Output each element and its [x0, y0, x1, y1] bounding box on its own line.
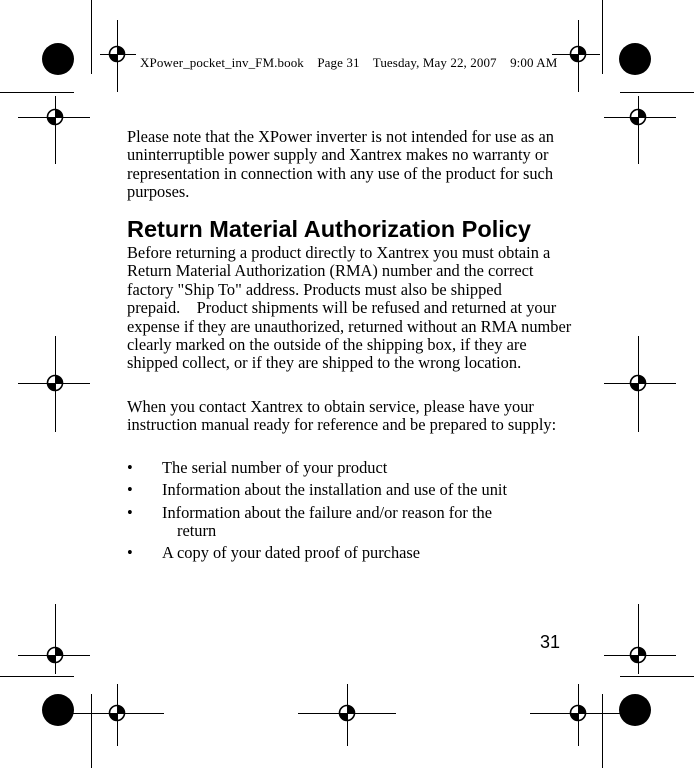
registration-target-icon: [43, 105, 67, 129]
crop-line: [91, 694, 92, 768]
list-item: Information about the failure and/or reason for the: [162, 503, 492, 522]
contact-paragraph: When you contact Xantrex to obtain service, please have your instruction manual ready for reference and be prepared to supply:: [127, 397, 557, 435]
registration-dot: [42, 694, 74, 726]
header-time: 9:00 AM: [510, 55, 558, 70]
registration-target-icon: [626, 105, 650, 129]
bullet-marker: •: [127, 458, 133, 477]
crop-line: [620, 92, 694, 93]
registration-target-icon: [105, 42, 129, 66]
registration-target-icon: [626, 643, 650, 667]
registration-target-icon: [43, 371, 67, 395]
rma-text-part2: Product shipments will be refused and returned at your expense if they are unauthorized, returned without an RMA number clearly marked on the outside of the shipping box, if they are shipped collect, or if they are shipped to the wrong location.: [127, 298, 572, 373]
crop-line: [0, 676, 74, 677]
intro-paragraph: Please note that the XPower inverter is not intended for use as an uninterruptible power supply and Xantrex makes no warranty or representation in connection with any use of the product for such purposes.: [127, 127, 554, 202]
list-item: The serial number of your product: [162, 458, 388, 477]
crop-line: [602, 0, 603, 74]
crop-line: [0, 92, 74, 93]
print-header: [140, 55, 557, 71]
header-date: Tuesday, May 22, 2007: [372, 55, 497, 70]
registration-target-icon: [43, 643, 67, 667]
registration-target-icon: [566, 701, 590, 725]
registration-target-icon: [105, 701, 129, 725]
page-number: 31: [540, 632, 561, 652]
registration-target-icon: [566, 42, 590, 66]
registration-dot: [42, 43, 74, 75]
bullet-marker: •: [127, 543, 133, 562]
header-page: Page 31: [317, 55, 360, 70]
bullet-marker: •: [127, 480, 133, 499]
list-item: Information about the installation and use of the unit: [162, 480, 508, 499]
registration-dot: [619, 694, 651, 726]
section-heading: Return Material Authorization Policy: [127, 216, 531, 242]
crop-line: [91, 0, 92, 74]
rma-paragraph: [127, 244, 572, 373]
registration-dot: [619, 43, 651, 75]
list-item-continuation: return: [177, 521, 217, 540]
bullet-marker: •: [127, 503, 133, 522]
crop-line: [620, 676, 694, 677]
registration-target-icon: [626, 371, 650, 395]
header-filename: XPower_pocket_inv_FM.book: [140, 55, 304, 70]
registration-target-icon: [335, 701, 359, 725]
list-item: A copy of your dated proof of purchase: [162, 543, 421, 562]
rma-text-part1: Before returning a product directly to Xantrex you must obtain a Return Material Authorization (RMA) number and the correct factory "Ship To" address. Products must also be shipped prepaid.: [127, 243, 551, 318]
crop-line: [602, 694, 603, 768]
